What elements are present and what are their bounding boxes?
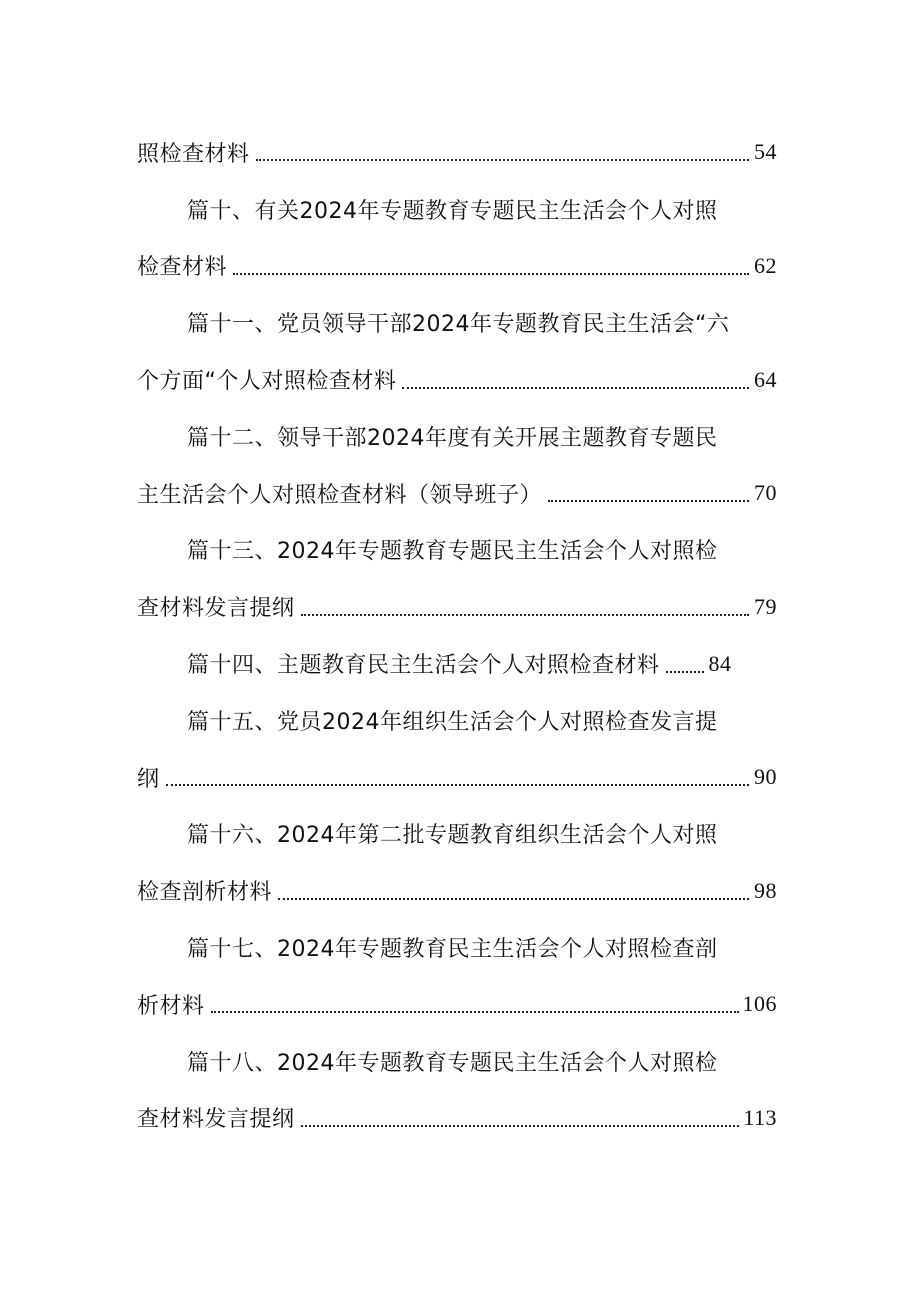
toc-page-number: 98	[754, 877, 777, 903]
dot-leader	[301, 1125, 740, 1127]
table-of-contents	[137, 124, 777, 1146]
toc-entry-line	[137, 919, 777, 976]
toc-entry-line	[137, 522, 777, 579]
toc-entry-title: 篇十三、2024年专题教育专题民主生活会个人对照检	[187, 539, 718, 565]
dot-leader	[211, 1011, 739, 1013]
toc-entry-line	[137, 635, 777, 692]
toc-entry-text: 纲	[137, 766, 160, 792]
toc-entry-text: 析材料	[137, 993, 205, 1019]
toc-entry-title: 篇十二、领导干部2024年度有关开展主题教育专题民	[187, 425, 718, 451]
toc-page-number: 64	[754, 366, 777, 392]
dot-leader	[278, 898, 749, 900]
toc-entry-title: 篇十四、主题教育民主生活会个人对照检查材料	[187, 653, 660, 679]
toc-entry-line	[137, 465, 777, 522]
toc-entry-title: 篇十一、党员领导干部2024年专题教育民主生活会“六	[187, 312, 730, 338]
dot-leader	[402, 387, 749, 389]
toc-entry-line	[137, 1033, 777, 1090]
toc-page-number: 70	[754, 480, 777, 506]
toc-entry-text: 检查材料	[137, 255, 228, 281]
toc-entry-line	[137, 862, 777, 919]
toc-entry-line	[137, 692, 777, 749]
toc-entry-title: 篇十、有关2024年专题教育专题民主生活会个人对照	[187, 198, 718, 224]
toc-entry-text: 个方面“个人对照检查材料	[137, 369, 397, 395]
toc-entry-text: 检查剖析材料	[137, 880, 273, 906]
toc-entry-text: 照检查材料	[137, 141, 250, 167]
dot-leader	[166, 784, 749, 786]
toc-page-number: 113	[743, 1104, 777, 1130]
dot-leader	[666, 671, 704, 673]
dot-leader	[233, 273, 749, 275]
toc-entry-line	[137, 806, 777, 863]
toc-entry-title: 篇十六、2024年第二批专题教育组织生活会个人对照	[187, 823, 718, 849]
toc-entry-line	[137, 124, 777, 181]
toc-page-number: 54	[754, 139, 777, 165]
toc-entry-line	[137, 181, 777, 238]
toc-entry-title: 篇十七、2024年专题教育民主生活会个人对照检查剖	[187, 937, 718, 963]
toc-entry-line	[137, 294, 777, 351]
dot-leader	[548, 500, 749, 502]
toc-entry-line	[137, 578, 777, 635]
toc-entry-title: 篇十五、党员2024年组织生活会个人对照检查发言提	[187, 709, 718, 735]
dot-leader	[301, 614, 749, 616]
toc-page-number: 79	[754, 593, 777, 619]
toc-entry-text: 主生活会个人对照检查材料（领导班子）	[137, 482, 543, 508]
toc-page-number: 106	[742, 991, 777, 1017]
toc-entry-text: 查材料发言提纲	[137, 1107, 295, 1133]
toc-entry-text: 查材料发言提纲	[137, 596, 295, 622]
toc-page-number: 84	[708, 650, 732, 676]
toc-entry-line	[137, 238, 777, 295]
toc-entry-line	[137, 976, 777, 1033]
toc-entry-line	[137, 408, 777, 465]
toc-page-number: 90	[754, 764, 777, 790]
dot-leader	[256, 159, 749, 161]
toc-entry-line	[137, 351, 777, 408]
toc-page-number: 62	[754, 252, 777, 278]
toc-entry-title: 篇十八、2024年专题教育专题民主生活会个人对照检	[187, 1050, 718, 1076]
toc-entry-line	[137, 1090, 777, 1147]
toc-entry-line	[137, 749, 777, 806]
